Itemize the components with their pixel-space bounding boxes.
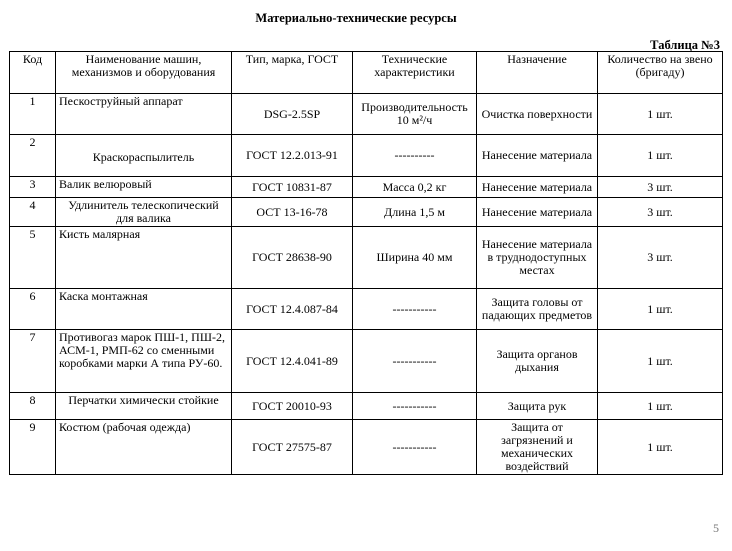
cell-type: ГОСТ 28638-90: [232, 227, 353, 289]
cell-name: Удлинитель телескопический для валика: [56, 198, 232, 227]
header-qty: Количество на звено (бригаду): [598, 52, 723, 94]
cell-type: ГОСТ 12.4.041-89: [232, 330, 353, 393]
cell-qty: 1 шт.: [598, 94, 723, 135]
table-row: [10, 289, 723, 330]
cell-code: 4: [10, 198, 56, 227]
cell-name: Кисть малярная: [56, 227, 232, 289]
cell-spec: Масса 0,2 кг: [353, 177, 477, 198]
cell-type: DSG-2.5SP: [232, 94, 353, 135]
cell-qty: 1 шт.: [598, 330, 723, 393]
cell-purpose: Нанесение материала: [477, 135, 598, 177]
cell-code: 6: [10, 289, 56, 330]
cell-spec: -----------: [353, 393, 477, 420]
cell-type: ГОСТ 12.2.013-91: [232, 135, 353, 177]
cell-qty: 3 шт.: [598, 198, 723, 227]
header-purpose: Назначение: [477, 52, 598, 94]
cell-qty: 3 шт.: [598, 227, 723, 289]
cell-name: Пескоструйный аппарат: [56, 94, 232, 135]
cell-purpose: Очистка поверхности: [477, 94, 598, 135]
cell-qty: 1 шт.: [598, 135, 723, 177]
cell-qty: 1 шт.: [598, 393, 723, 420]
cell-purpose: Нанесение материала: [477, 198, 598, 227]
cell-name: Противогаз марок ПШ-1, ПШ-2, АСМ-1, РМП-62 со сменными коробками марки А типа РУ-60.: [56, 330, 232, 393]
cell-spec: -----------: [353, 330, 477, 393]
cell-type: ГОСТ 10831-87: [232, 177, 353, 198]
cell-code: 3: [10, 177, 56, 198]
header-spec: Технические характеристики: [353, 52, 477, 94]
cell-code: 9: [10, 420, 56, 475]
header-row: [10, 52, 723, 94]
cell-name: Краскораспылитель: [56, 135, 232, 177]
header-type: Тип, марка, ГОСТ: [232, 52, 353, 94]
header-name: Наименование машин, механизмов и оборудования: [56, 52, 232, 94]
cell-type: ОСТ 13-16-78: [232, 198, 353, 227]
table-row: [10, 94, 723, 135]
cell-qty: 1 шт.: [598, 420, 723, 475]
table-row: [10, 177, 723, 198]
table-row: [10, 227, 723, 289]
cell-code: 2: [10, 135, 56, 177]
cell-purpose: Нанесение материала: [477, 177, 598, 198]
page-number: 5: [713, 521, 719, 535]
cell-spec: Производительность 10 м²/ч: [353, 94, 477, 135]
header-code: Код: [10, 52, 56, 94]
cell-type: ГОСТ 20010-93: [232, 393, 353, 420]
table-row: [10, 420, 723, 475]
cell-name: Валик велюровый: [56, 177, 232, 198]
cell-spec: -----------: [353, 289, 477, 330]
cell-name: Костюм (рабочая одежда): [56, 420, 232, 475]
cell-qty: 3 шт.: [598, 177, 723, 198]
cell-purpose: Защита от загрязнений и механических воздействий: [477, 420, 598, 475]
cell-code: 7: [10, 330, 56, 393]
cell-code: 5: [10, 227, 56, 289]
table-row: [10, 393, 723, 420]
cell-spec: Длина 1,5 м: [353, 198, 477, 227]
cell-name: Каска монтажная: [56, 289, 232, 330]
cell-type: ГОСТ 27575-87: [232, 420, 353, 475]
cell-purpose: Защита органов дыхания: [477, 330, 598, 393]
page-title: Материально-технические ресурсы: [255, 11, 457, 25]
cell-spec: Ширина 40 мм: [353, 227, 477, 289]
cell-qty: 1 шт.: [598, 289, 723, 330]
cell-spec: -----------: [353, 420, 477, 475]
cell-purpose: Защита рук: [477, 393, 598, 420]
cell-purpose: Нанесение материала в труднодоступных местах: [477, 227, 598, 289]
table-row: [10, 135, 723, 177]
cell-code: 1: [10, 94, 56, 135]
cell-spec: ----------: [353, 135, 477, 177]
cell-code: 8: [10, 393, 56, 420]
table-label: Таблица №3: [650, 38, 720, 52]
cell-type: ГОСТ 12.4.087-84: [232, 289, 353, 330]
cell-name: Перчатки химически стойкие: [56, 393, 232, 420]
table-row: [10, 198, 723, 227]
cell-purpose: Защита головы от падающих предметов: [477, 289, 598, 330]
table-row: [10, 330, 723, 393]
resources-table: [9, 51, 723, 475]
